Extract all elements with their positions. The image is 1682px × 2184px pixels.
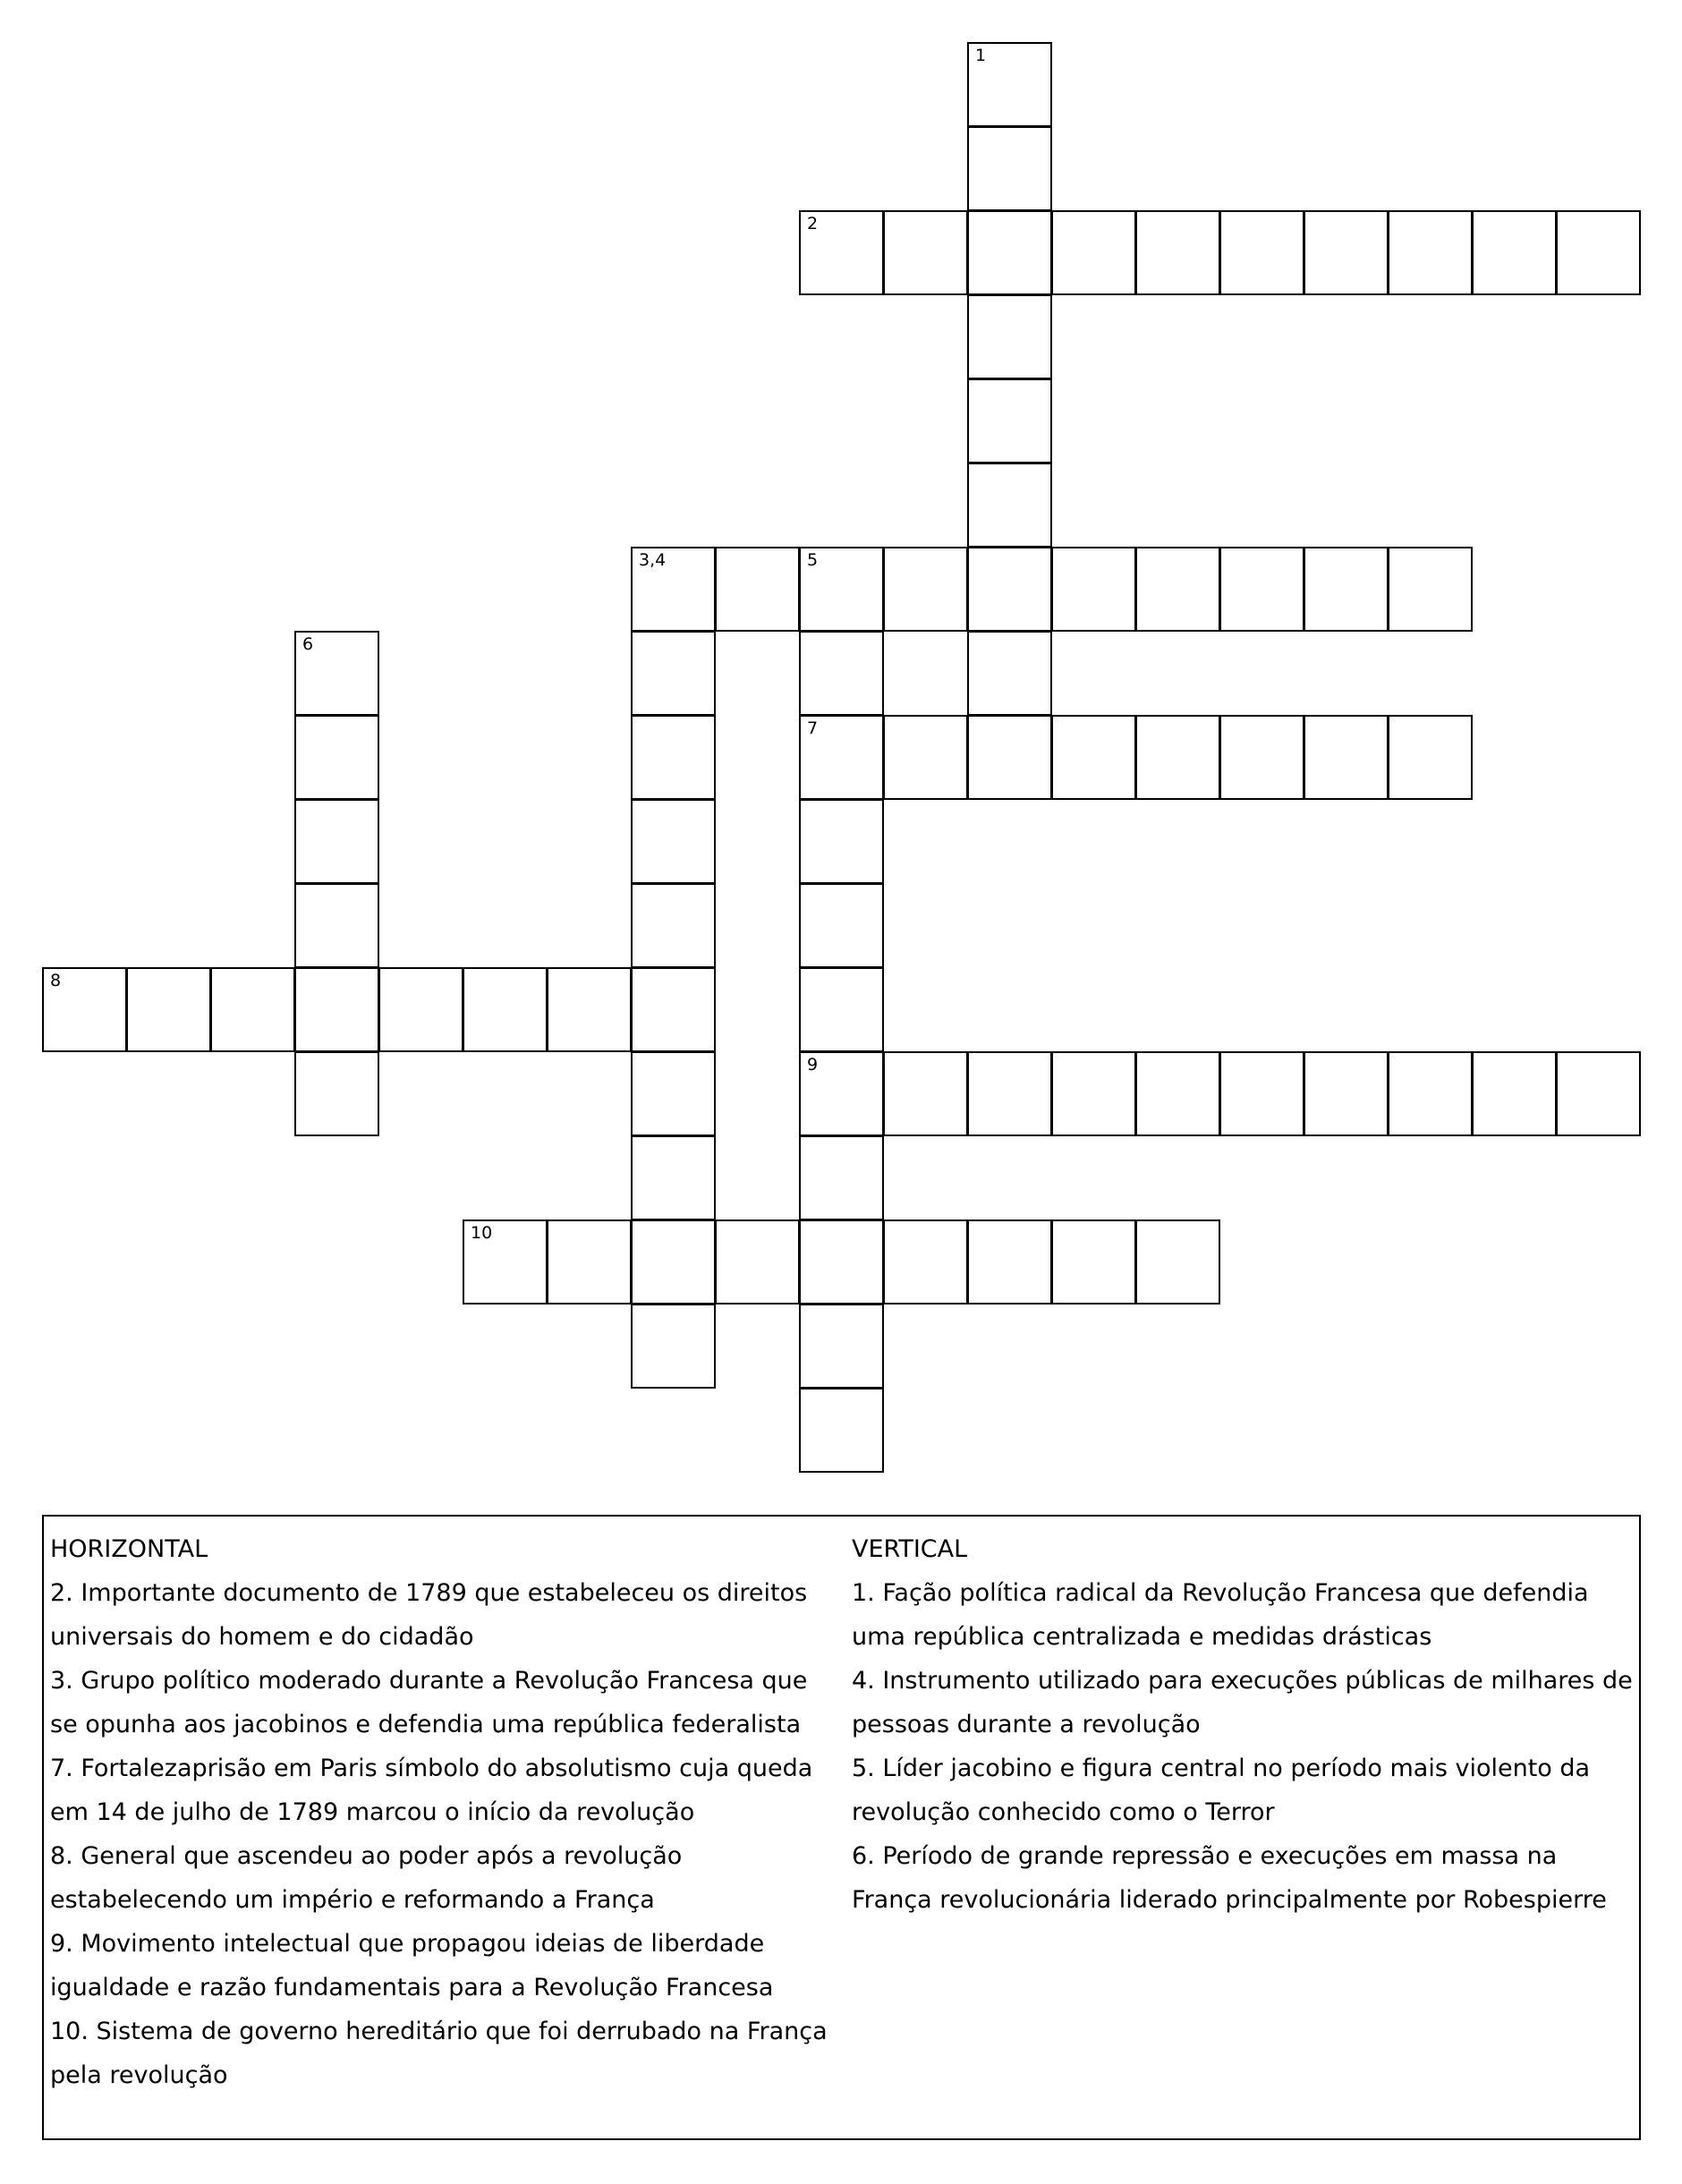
clue-down-1: 1. Fação política radical da Revolução Francesa que defendia uma república centralizada e medidas drásticas xyxy=(852,1579,1589,1651)
grid-cell[interactable] xyxy=(967,42,1052,127)
horizontal-clues xyxy=(50,1527,837,2097)
clue-across-2: 2. Importante documento de 1789 que estabeleceu os direitos universais do homem e do cidadão xyxy=(50,1579,808,1651)
grid-cell[interactable] xyxy=(294,799,379,884)
grid-cell[interactable] xyxy=(799,547,884,632)
grid-cell[interactable] xyxy=(967,378,1052,463)
clue-down-4: 4. Instrumento utilizado para execuções públicas de milhares de pessoas durante a revolução xyxy=(852,1667,1633,1738)
grid-cell[interactable] xyxy=(883,210,968,295)
clues-box xyxy=(42,1515,1641,2140)
clue-down-6: 6. Período de grande repressão e execuções em massa na França revolucionária liderado principalmente por Robespierre xyxy=(852,1842,1607,1914)
grid-cell[interactable] xyxy=(294,967,379,1052)
grid-cell[interactable] xyxy=(799,1051,884,1136)
grid-cell[interactable] xyxy=(1135,1051,1220,1136)
grid-cell[interactable] xyxy=(1051,1219,1136,1304)
grid-cell[interactable] xyxy=(631,967,716,1052)
grid-cell[interactable] xyxy=(1135,547,1220,632)
grid-cell[interactable] xyxy=(1556,1051,1641,1136)
grid-cell[interactable] xyxy=(1304,210,1389,295)
grid-cell[interactable] xyxy=(799,799,884,884)
grid-cell[interactable] xyxy=(547,1219,632,1304)
grid-cell[interactable] xyxy=(967,463,1052,548)
grid-cell[interactable] xyxy=(799,1388,884,1473)
grid-cell[interactable] xyxy=(1051,547,1136,632)
grid-cell[interactable] xyxy=(883,715,968,800)
grid-cell[interactable] xyxy=(631,1135,716,1220)
grid-cell[interactable] xyxy=(967,126,1052,211)
grid-cell[interactable] xyxy=(631,799,716,884)
grid-cell[interactable] xyxy=(883,1219,968,1304)
clue-number: 3,4 xyxy=(639,550,667,570)
vertical-clues xyxy=(852,1527,1639,1922)
clue-down-5: 5. Líder jacobino e figura central no período mais violento da revolução conhecido como o Terror xyxy=(852,1755,1591,1826)
grid-cell[interactable] xyxy=(967,1219,1052,1304)
grid-cell[interactable] xyxy=(1051,715,1136,800)
grid-cell[interactable] xyxy=(1219,547,1304,632)
clue-across-7: 7. Fortalezaprisão em Paris símbolo do absolutismo cuja queda em 14 de julho de 1789 marcou o início da revolução xyxy=(50,1755,813,1826)
grid-cell[interactable] xyxy=(799,631,884,716)
grid-cell[interactable] xyxy=(715,1219,800,1304)
grid-cell[interactable] xyxy=(1388,547,1473,632)
horizontal-heading: HORIZONTAL xyxy=(50,1535,208,1563)
grid-cell[interactable] xyxy=(210,967,295,1052)
grid-cell[interactable] xyxy=(799,715,884,800)
grid-cell[interactable] xyxy=(1219,715,1304,800)
clue-across-10: 10. Sistema de governo hereditário que foi derrubado na França pela revolução xyxy=(50,2018,828,2089)
grid-cell[interactable] xyxy=(799,1219,884,1304)
clue-number: 5 xyxy=(807,550,819,570)
clue-number: 10 xyxy=(471,1223,493,1243)
grid-cell[interactable] xyxy=(1219,1051,1304,1136)
grid-cell[interactable] xyxy=(631,631,716,716)
grid-cell[interactable] xyxy=(631,883,716,968)
grid-cell[interactable] xyxy=(1304,715,1389,800)
grid-cell[interactable] xyxy=(1472,210,1557,295)
clue-across-3: 3. Grupo político moderado durante a Revolução Francesa que se opunha aos jacobinos e defendia uma república federalista xyxy=(50,1667,808,1738)
grid-cell[interactable] xyxy=(631,547,716,632)
clue-number: 6 xyxy=(302,634,314,654)
clue-number: 7 xyxy=(807,718,819,738)
grid-cell[interactable] xyxy=(1472,1051,1557,1136)
grid-cell[interactable] xyxy=(1051,210,1136,295)
grid-cell[interactable] xyxy=(1304,1051,1389,1136)
grid-cell[interactable] xyxy=(967,715,1052,800)
grid-cell[interactable] xyxy=(1135,210,1220,295)
clue-across-9: 9. Movimento intelectual que propagou ideias de liberdade igualdade e razão fundamentais para a Revolução Francesa xyxy=(50,1930,774,2001)
grid-cell[interactable] xyxy=(967,294,1052,379)
grid-cell[interactable] xyxy=(883,547,968,632)
grid-cell[interactable] xyxy=(631,1304,716,1389)
grid-cell[interactable] xyxy=(1051,1051,1136,1136)
vertical-heading: VERTICAL xyxy=(852,1535,968,1563)
grid-cell[interactable] xyxy=(1219,210,1304,295)
clue-number: 8 xyxy=(50,971,62,990)
grid-cell[interactable] xyxy=(1388,715,1473,800)
grid-cell[interactable] xyxy=(1388,210,1473,295)
grid-cell[interactable] xyxy=(967,210,1052,295)
grid-cell[interactable] xyxy=(799,967,884,1052)
grid-cell[interactable] xyxy=(967,631,1052,716)
grid-cell[interactable] xyxy=(799,1135,884,1220)
grid-cell[interactable] xyxy=(799,883,884,968)
grid-cell[interactable] xyxy=(294,715,379,800)
grid-cell[interactable] xyxy=(631,715,716,800)
grid-cell[interactable] xyxy=(463,967,548,1052)
grid-cell[interactable] xyxy=(1135,715,1220,800)
grid-cell[interactable] xyxy=(883,1051,968,1136)
grid-cell[interactable] xyxy=(294,1051,379,1136)
grid-cell[interactable] xyxy=(631,1219,716,1304)
grid-cell[interactable] xyxy=(715,547,800,632)
grid-cell[interactable] xyxy=(294,631,379,716)
grid-cell[interactable] xyxy=(967,1051,1052,1136)
grid-cell[interactable] xyxy=(294,883,379,968)
grid-cell[interactable] xyxy=(126,967,211,1052)
grid-cell[interactable] xyxy=(1135,1219,1220,1304)
grid-cell[interactable] xyxy=(463,1219,548,1304)
grid-cell[interactable] xyxy=(378,967,463,1052)
grid-cell[interactable] xyxy=(1388,1051,1473,1136)
grid-cell[interactable] xyxy=(631,1051,716,1136)
grid-cell[interactable] xyxy=(799,1304,884,1389)
grid-cell[interactable] xyxy=(1304,547,1389,632)
grid-cell[interactable] xyxy=(1556,210,1641,295)
grid-cell[interactable] xyxy=(42,967,127,1052)
clue-number: 2 xyxy=(807,214,819,234)
clue-number: 1 xyxy=(975,46,987,65)
grid-cell[interactable] xyxy=(547,967,632,1052)
grid-cell[interactable] xyxy=(799,210,884,295)
clue-across-8: 8. General que ascendeu ao poder após a revolução estabelecendo um império e reformando a França xyxy=(50,1842,683,1914)
clue-number: 9 xyxy=(807,1055,819,1075)
grid-cell[interactable] xyxy=(967,547,1052,632)
